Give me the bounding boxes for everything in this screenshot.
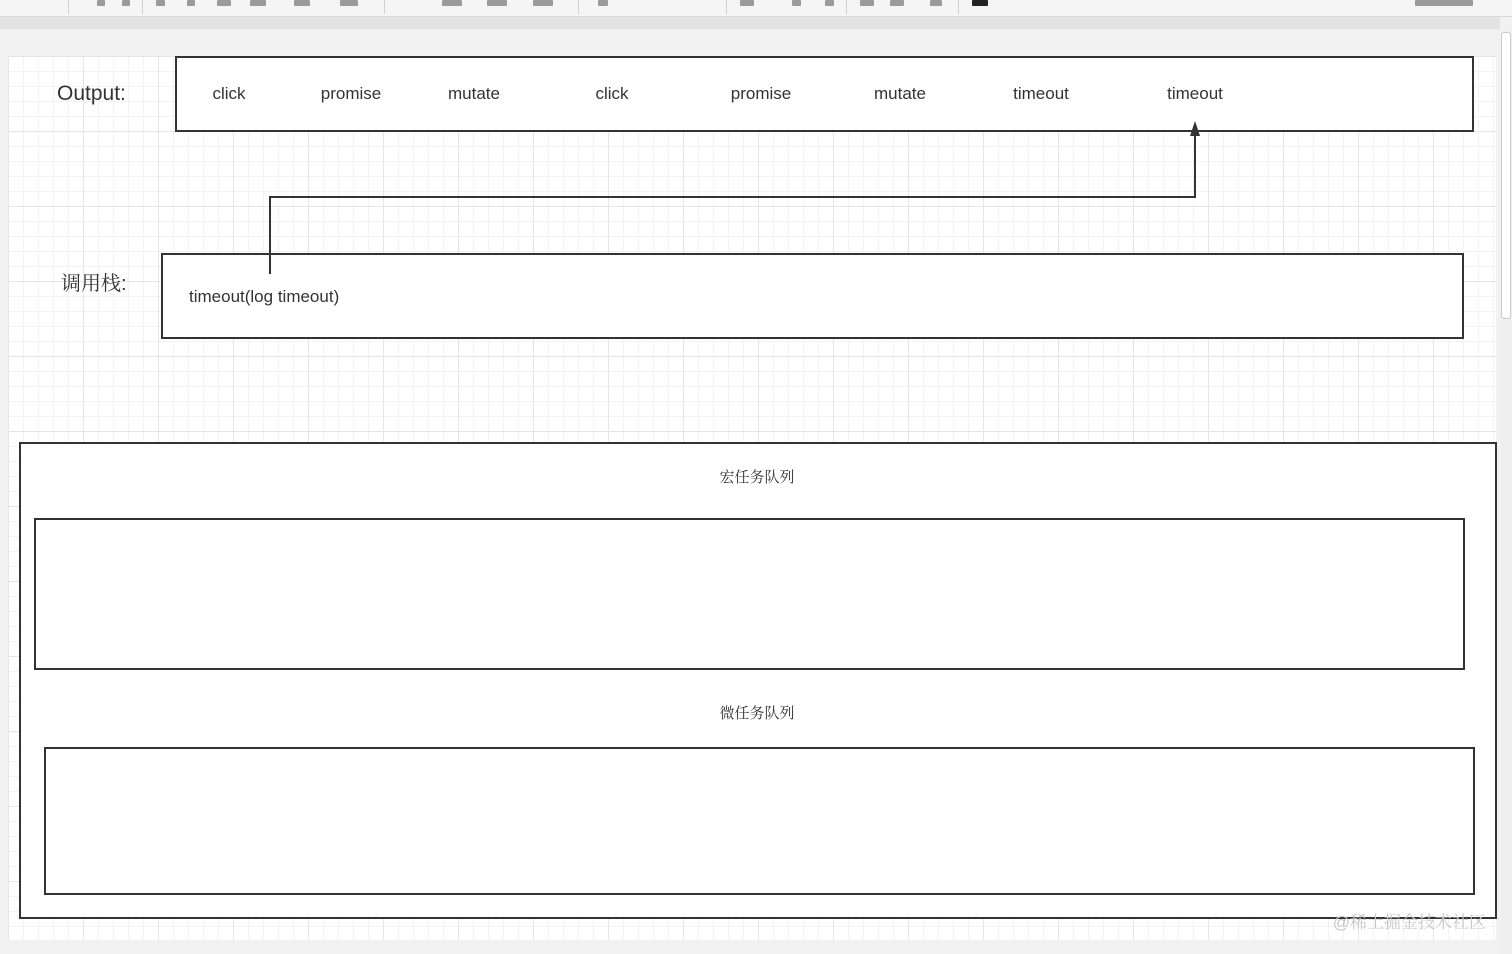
vertical-scrollbar[interactable]: [1502, 30, 1512, 954]
call-stack-label: 调用栈:: [61, 273, 127, 295]
output-item[interactable]: mutate: [874, 84, 926, 103]
arrowhead: [1190, 121, 1200, 136]
output-item[interactable]: click: [212, 84, 246, 103]
macro-queue-title: 宏任务队列: [719, 469, 795, 486]
output-item[interactable]: promise: [320, 84, 382, 103]
output-item[interactable]: timeout: [1167, 84, 1223, 103]
output-item[interactable]: timeout: [1013, 84, 1069, 103]
output-item[interactable]: promise: [730, 84, 792, 103]
connector-line[interactable]: [270, 134, 1195, 274]
micro-queue-box[interactable]: [44, 747, 1475, 895]
watermark: @稀土掘金技术社区: [1332, 913, 1486, 932]
call-stack-item[interactable]: timeout(log timeout): [189, 287, 340, 306]
micro-queue-title: 微任务队列: [719, 705, 795, 722]
output-label: Output:: [57, 82, 126, 105]
macro-queue-box[interactable]: [34, 518, 1465, 670]
scrollbar-thumb[interactable]: [1501, 32, 1511, 319]
output-item[interactable]: click: [595, 84, 629, 103]
output-item[interactable]: mutate: [448, 84, 500, 103]
